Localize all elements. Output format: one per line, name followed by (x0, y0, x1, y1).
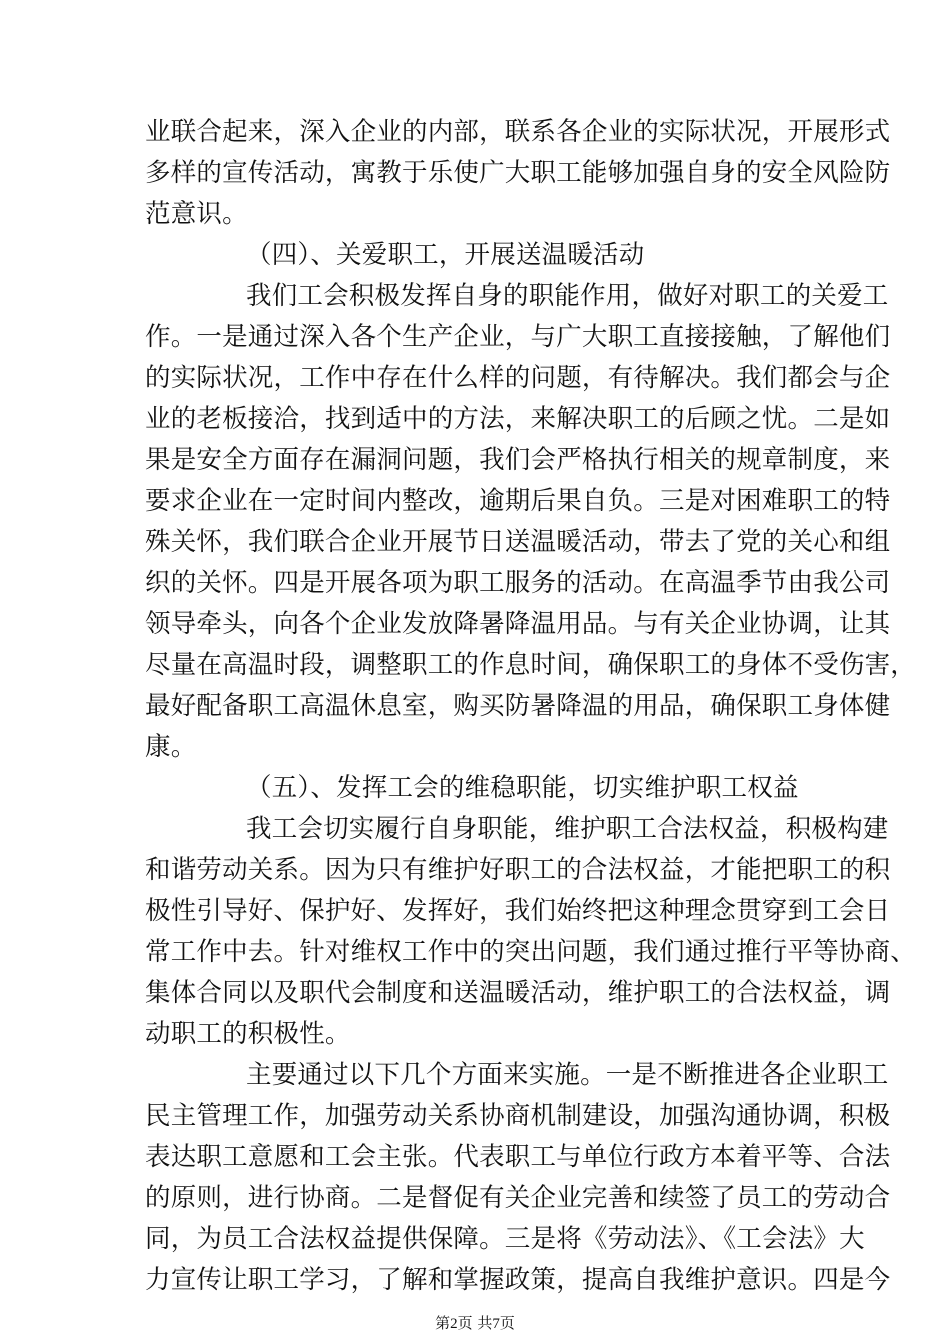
text-line: 集体合同以及职代会制度和送温暖活动，维护职工的合法权益，调 (145, 978, 891, 1008)
text-line: 表达职工意愿和工会主张。代表职工与单位行政方本着平等、合法 (145, 1142, 891, 1172)
text-line: 要求企业在一定时间内整改，逾期后果自负。三是对困难职工的特 (145, 486, 891, 516)
paragraph-start: 我们工会积极发挥自身的职能作用，做好对职工的关爱工 (246, 281, 889, 311)
section-heading-5: （五）、发挥工会的维稳职能，切实维护职工权益 (246, 773, 799, 803)
text-line: 康。 (145, 732, 197, 762)
total-pages-number: 7 (492, 1316, 500, 1332)
text-line: 动职工的积极性。 (145, 1019, 351, 1049)
text-line: 业联合起来，深入企业的内部，联系各企业的实际状况，开展形式 (145, 117, 891, 147)
footer-suffix: 页 (499, 1314, 515, 1332)
text-line: 尽量在高温时段，调整职工的作息时间，确保职工的身体不受伤害， (145, 650, 917, 680)
text-line: 极性引导好、保护好、发挥好，我们始终把这种理念贯穿到工会日 (145, 896, 891, 926)
text-line: 的原则，进行协商。二是督促有关企业完善和续签了员工的劳动合 (145, 1183, 891, 1213)
paragraph-start: 我工会切实履行自身职能，维护职工合法权益，积极构建 (246, 814, 889, 844)
footer-prefix: 第 (435, 1314, 451, 1332)
section-heading-4: （四）、关爱职工，开展送温暖活动 (246, 240, 645, 270)
text-line: 最好配备职工高温休息室，购买防暑降温的用品，确保职工身体健 (145, 691, 891, 721)
text-line: 殊关怀，我们联合企业开展节日送温暖活动，带去了党的关心和组 (145, 527, 891, 557)
text-line: 力宣传让职工学习，了解和掌握政策，提高自我维护意识。四是今 (145, 1265, 891, 1295)
text-line: 作。一是通过深入各个生产企业，与广大职工直接接触，了解他们 (145, 322, 891, 352)
text-line: 织的关怀。四是开展各项为职工服务的活动。在高温季节由我公司 (145, 568, 891, 598)
text-line: 常工作中去。针对维权工作中的突出问题，我们通过推行平等协商、 (145, 937, 917, 967)
text-line: 领导牵头，向各个企业发放降暑降温用品。与有关企业协调，让其 (145, 609, 891, 639)
footer-middle: 页 共 (457, 1314, 493, 1332)
current-page-number: 2 (450, 1316, 458, 1332)
text-line: 业的老板接洽，找到适中的方法，来解决职工的后顾之忧。二是如 (145, 404, 891, 434)
text-line: 范意识。 (145, 199, 248, 229)
text-line: 和谐劳动关系。因为只有维护好职工的合法权益，才能把职工的积 (145, 855, 891, 885)
paragraph-start: 主要通过以下几个方面来实施。一是不断推进各企业职工 (246, 1060, 889, 1090)
text-line: 果是安全方面存在漏洞问题，我们会严格执行相关的规章制度，来 (145, 445, 891, 475)
page-footer (0, 1314, 950, 1333)
text-line: 的实际状况，工作中存在什么样的问题，有待解决。我们都会与企 (145, 363, 891, 393)
text-line: 同，为员工合法权益提供保障。三是将《劳动法》、《工会法》大 (145, 1224, 865, 1254)
text-line: 多样的宣传活动，寓教于乐使广大职工能够加强自身的安全风险防 (145, 158, 891, 188)
text-line: 民主管理工作，加强劳动关系协商机制建设，加强沟通协调，积极 (145, 1101, 891, 1131)
